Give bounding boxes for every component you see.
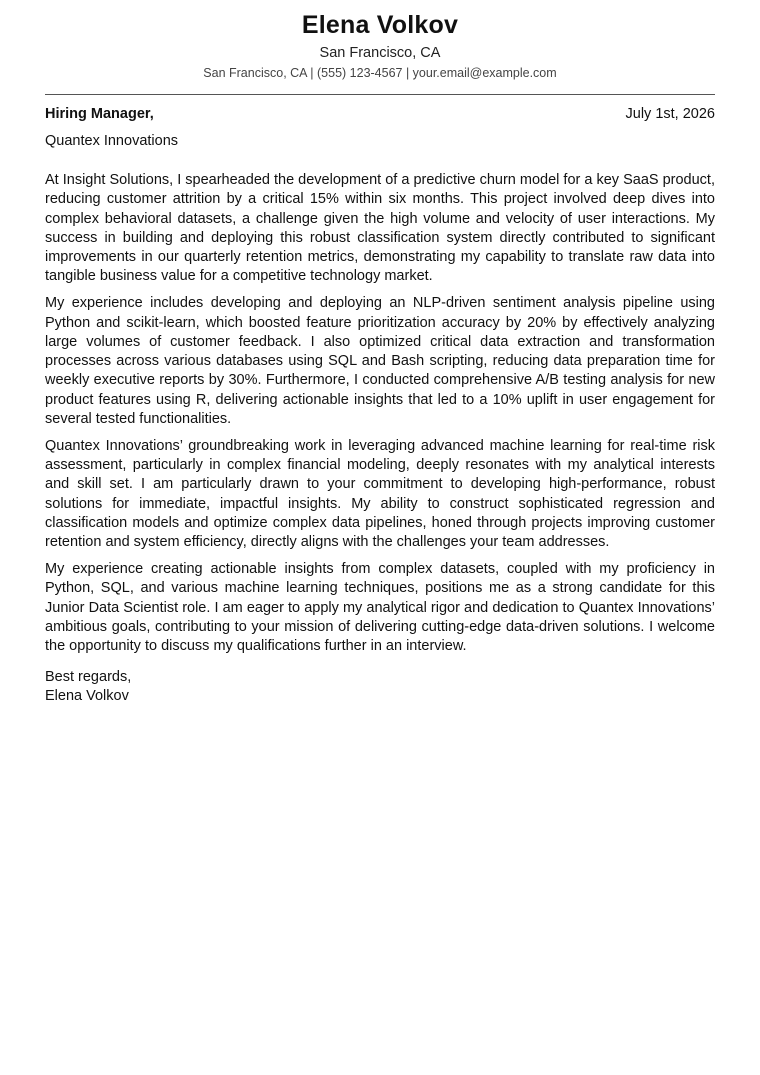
cover-letter-page <box>45 0 715 706</box>
applicant-location: San Francisco, CA <box>319 45 441 61</box>
recipient-salutation: Hiring Manager, <box>45 106 154 122</box>
body-paragraph-2: My experience includes developing and deploying an NLP-driven sentiment analysis pipeline using Python and scikit-learn, which boosted feature prioritization accuracy by 20% by effectively analyzing large volumes of customer feedback. I also optimized critical data extraction and transformation processes across various databases using SQL and Bash scripting, reducing data preparation time for weekly executive reports by 30%. Furthermore, I conducted comprehensive A/B testing analysis for new product features using R, delivering actionable insights that led to a 10% uplift in user engagement for several tested functionalities. <box>45 295 715 428</box>
company-name: Quantex Innovations <box>45 133 179 149</box>
header-divider <box>45 94 715 95</box>
recipient-date-row <box>45 105 715 123</box>
letter-closing <box>45 668 715 707</box>
contact-line: San Francisco, CA | (555) 123-4567 | your.email@example.com <box>203 66 557 80</box>
letter-date: July 1st, 2026 <box>625 106 715 122</box>
body-paragraph-3: Quantex Innovations’ groundbreaking work in leveraging advanced machine learning for real-time risk assessment, particularly in complex financial modeling, deeply resonates with my analytical interests and skill set. I am particularly drawn to your commitment to developing high-performance, robust solutions for immediate, impactful insights. My ability to construct sophisticated regression and classification models and optimize complex data pipelines, honed through projects improving customer retention and system efficiency, directly aligns with the challenges your team addresses. <box>45 437 715 551</box>
closing-phrase: Best regards, <box>45 668 132 685</box>
body-paragraph-1: At Insight Solutions, I spearheaded the development of a predictive churn model for a key SaaS product, reducing customer attrition by a critical 15% within six months. This project involved deep dives into complex behavioral datasets, a challenge given the high volume and velocity of user interactions. My success in building and deploying this robust classification system directly contributed to significant improvements in our quarterly retention metrics, demonstrating my capability to translate raw data into tangible business value for a competitive technology market. <box>45 172 715 285</box>
signature-name: Elena Volkov <box>45 687 129 704</box>
letter-header <box>45 10 715 81</box>
body-paragraph-4: My experience creating actionable insights from complex datasets, coupled with my proficiency in Python, SQL, and various machine learning techniques, positions me as a strong candidate for this Junior Data Scientist role. I am eager to apply my analytical rigor and dedication to Quantex Innovations’ ambitious goals, contributing to your mission of delivering cutting-edge data-driven solutions. I welcome the opportunity to discuss my qualifications further in an interview. <box>45 561 715 655</box>
letter-body <box>45 171 715 657</box>
applicant-name: Elena Volkov <box>301 11 459 39</box>
